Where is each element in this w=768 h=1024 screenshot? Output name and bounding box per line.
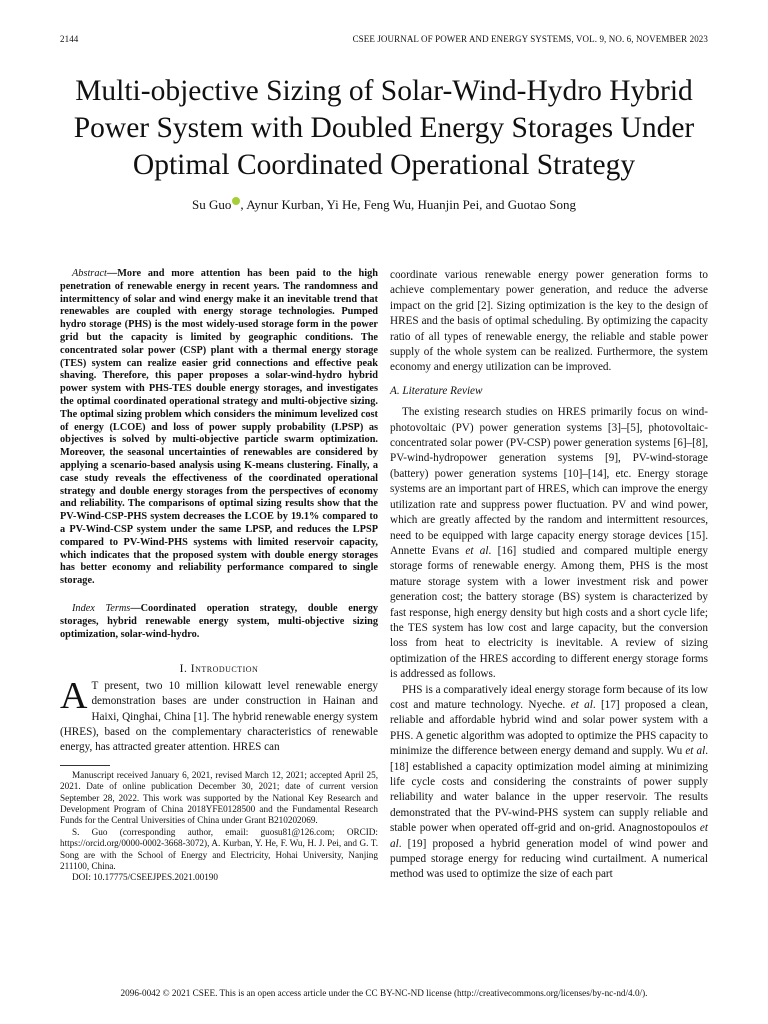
paragraph-intro-continued: coordinate various renewable energy power generation forms to achieve complementary power generation, and reduce the adverse impact on the grid [2]. Sizing optimization is the key to the design of HRES and the basis of optimal scheduling. By optimizing the capacity ratio of all types of renewable energy, the reliable and stable power supply of the whole system can be realized. Furthermore, the system economy and energy utilization can be improved.	[390, 269, 708, 374]
subsection-literature-review: A. Literature Review	[390, 384, 483, 397]
author-list	[40, 197, 728, 213]
license-footer: 2096-0042 © 2021 CSEE. This is an open access article under the CC BY-NC-ND license (http://creativecommons.org/licenses/by-nc-nd/4.0/).	[120, 988, 648, 998]
footnote-corresponding: S. Guo (corresponding author, email: guosu81@126.com; ORCID: https://orcid.org/0000-0002-3668-3072), A. Kurban, Y. He, F. Wu, H. J. Pei, and G. T. Song are with the School of Energy and Electricity, Hohai University, Nanjing 211100, China.	[60, 826, 378, 872]
section-heading-introduction: I. Introduction	[179, 663, 259, 676]
left-column	[60, 268, 378, 884]
footnote-doi: DOI: 10.17775/CSEEJPES.2021.00190	[72, 872, 218, 883]
footnote-received: Manuscript received January 6, 2021, revised March 12, 2021; accepted April 25, 2021. Date of online publication December 30, 2021; date of current version September 28, 2022. This work was supported by the National Key Research and Development Program of China 2018YFE0128500 and the Fundamental Research Funds for the Central Universities of China under Grant B210202069.	[60, 769, 378, 826]
paragraph-literature-2: PHS is a comparatively ideal energy storage form because of its low cost and mature technology. Nyeche. et al. [17] proposed a clean, reliable and affordable hybrid wind and solar power system with a PHS. A genetic algorithm was adopted to optimize the PHS capacity to minimize the difference between energy demand and supply. Wu et al. [18] established a capacity optimization model aiming at minimizing life cycle costs and considering the constraints of power supply reliability and water balance in the upper reservoir. The results demonstrated that the PV-wind-PHS system can supply reliable and stable power when operated off-grid and on-grid. Anagnostopoulos et al. [19] proposed a hybrid generation model of wind power and pumped storage energy for reducing wind curtailment. A numerical method was used to optimize the size of each part	[390, 683, 708, 881]
introduction-paragraph	[60, 675, 378, 754]
first-author: Su Guo	[192, 197, 232, 212]
footnote-rule	[60, 765, 110, 766]
introduction-text: T present, two 10 million kilowatt level renewable energy demonstration bases are under construction in Hainan and Haixi, Qinghai, China [1]. The hybrid renewable energy system (HRES), based on the complementary characteristics of renewable energy, has attracted greater attention. HRES can	[60, 680, 378, 753]
drop-cap: A	[60, 675, 88, 718]
right-column	[390, 268, 708, 883]
other-authors: , Aynur Kurban, Yi He, Feng Wu, Huanjin Pei, and Guotao Song	[240, 197, 576, 212]
abstract-text: —More and more attention has been paid to the high penetration of renewable energy in recent years. The randomness and intermittency of solar and wind energy make it an inevitable trend that renewables are coupled with energy storage technologies. Pumped hydro storage (PHS) is the most widely-used storage form in the power grid but the capacity is limited by geographic conditions. The concentrated solar power (CSP) plant with a thermal energy storage (TES) system can realize easier grid connections and effective peak shaving. Therefore, this paper proposes a solar-wind-hydro hybrid power system with PHS-TES double energy storages, and investigates the optimal coordinated operational strategy and multi-objective sizing. The optimal sizing problem which considers the minimum levelized cost of energy (LCOE) and loss of power supply probability (LPSP) as objectives is solved by multi-objective particle swarm optimization. Moreover, the seasonal uncertainties of renewables are considered by applying a scenario-based analysis using K-means clustering. Finally, a case study reveals the effectiveness of the coordinated operational strategy and double energy storages from the perspectives of economy and reliability. The comparisons of optimal sizing results show that the PV-Wind-CSP-PHS system decreases the LCOE by 19.1% compared to a PV-Wind-CSP system under the same LPSP, and reduces the LPSP compared to PV-Wind-PHS systems with limited reservoir capacity, which indicates that the proposed system with double energy storages has better economy and reliability performance compared to single storage.	[60, 268, 378, 587]
index-terms	[60, 603, 378, 641]
abstract-label: Abstract	[72, 268, 107, 279]
index-terms-label: Index Terms	[72, 602, 131, 614]
index-terms-text: —Coordinated operation strategy, double energy storages, hybrid renewable energy system, multi-objective sizing optimization, solar-wind-hydro.	[60, 602, 378, 640]
journal-title: CSEE JOURNAL OF POWER AND ENERGY SYSTEMS, VOL. 9, NO. 6, NOVEMBER 2023	[352, 34, 708, 44]
paragraph-literature-1: The existing research studies on HRES primarily focus on wind-photovoltaic (PV) power generation systems [3]–[5], photovoltaic-concentrated solar power (PV-CSP) power generation systems [6]–[8], PV-wind-hydropower generation systems [9], PV-wind-storage (battery) power generation systems [10]–[14], etc. Energy storage systems are an important part of HRES, which can improve the energy utilization rate and suppress power fluctuation. PV and wind power, which are greatly affected by the random and intermittent resources, need to be equipped with large capacity energy storage devices [15]. Annette Evans et al. [16] studied and compared multiple energy storage forms of renewable energy. Among them, PHS is the most mature storage system with a lower investment risk and power generation cost; the battery storage (BS) system is characterized by fast response, high energy density but high costs and a short cycle life; the TES system has low cost and large capacity, but the conversion loss from heat to electricity is inevitable. A review of sizing optimization of the HRES according to different energy storage forms is addressed as follows.	[390, 406, 708, 681]
paper-title: Multi-objective Sizing of Solar-Wind-Hydro Hybrid Power System with Doubled Energy Storages Under Optimal Coordinated Operational Strategy	[73, 75, 695, 181]
abstract	[60, 268, 378, 588]
page-number: 2144	[60, 34, 79, 44]
